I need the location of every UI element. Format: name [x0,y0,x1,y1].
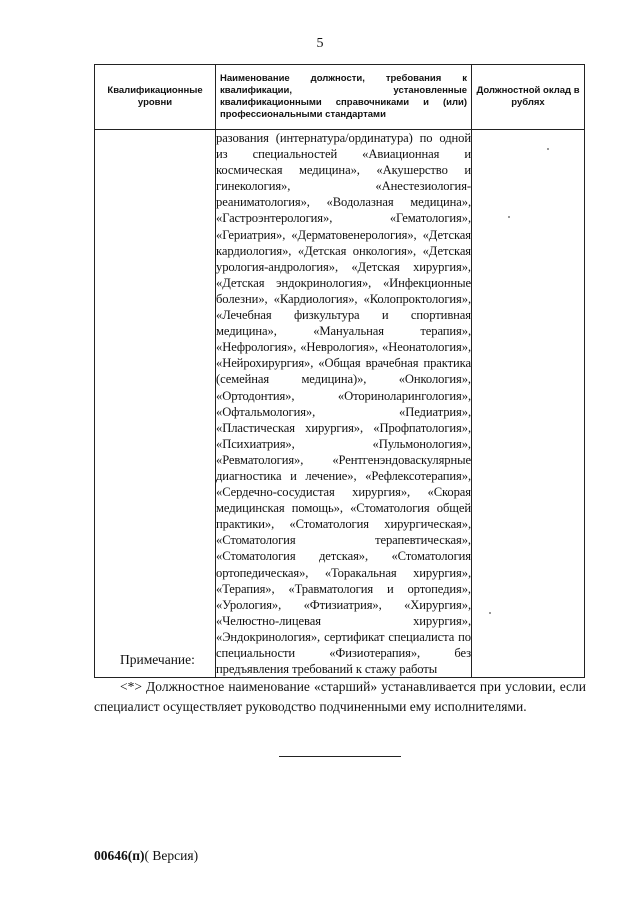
document-code [94,848,198,864]
page-number: 5 [316,36,324,51]
scan-speck [508,216,510,218]
scan-speck [547,148,549,150]
document-version: ( Версия) [144,848,199,863]
document-code-number: 00646(п) [94,848,145,863]
cell-salary [472,130,585,678]
cell-qualification-level [95,130,216,678]
scan-speck [489,612,491,614]
header-position-requirements: Наименование должности, требования к квалификации, установленные квалификационными справочниками и (или) профессиональными стандартами [216,65,472,130]
header-qualification-levels: Квалификационные уровни [95,65,216,130]
header-salary: Должностной оклад в рублях [472,65,585,130]
table-header-row [95,65,585,130]
requirements-text: разования (интернатура/ординатура) по одной из специальностей «Авиационная и космическая медицина», «Акушерство и гинекология», «Анестезиология-реаниматология», «Водолазная медицина», «Гастроэнтерология», «Гематология», «Гериатрия», «Дерматовенерология», «Детская кардиология», «Детская онкология», «Детская урология-андрология», «Детская хирургия», «Детская эндокринология», «Инфекционные болезни», «Кардиология», «Колопроктология», «Лечебная физкультура и спортивная медицина», «Мануальная терапия», «Нефрология», «Неврология», «Неонатология», «Нейрохирургия», «Общая врачебная практика (семейная медицина)», «Онкология», «Ортодонтия», «Оториноларингология», «Офтальмология», «Педиатрия», «Пластическая хирургия», «Профпатология», «Психиатрия», «Пульмонология», «Ревматология», «Рентгенэндоваскулярные диагностика и лечение», «Рефлексотерапия», «Сердечно-сосудистая хирургия», «Скорая медицинская помощь», «Стоматология общей практики», «Стоматология хирургическая», «Стоматология терапевтическая», «Стоматология детская», «Стоматология ортопедическая», «Торакальная хирургия», «Терапия», «Травматология и ортопедия», «Урология», «Фтизиатрия», «Хирургия», «Челюстно-лицевая хирургия», «Эндокринология», сертификат специалиста по специальности «Физиотерапия», без предъявления требований к стажу работы [216,131,471,677]
cell-position-requirements [216,130,472,678]
table-row [95,130,585,678]
qualification-table [94,64,585,678]
note-text: <*> Должностное наименование «старший» устанавливается при условии, если специалист осуществляет руководство подчиненными ему исполнителями. [94,679,586,714]
separator-line [279,756,401,757]
note-title: Примечание: [120,652,195,667]
